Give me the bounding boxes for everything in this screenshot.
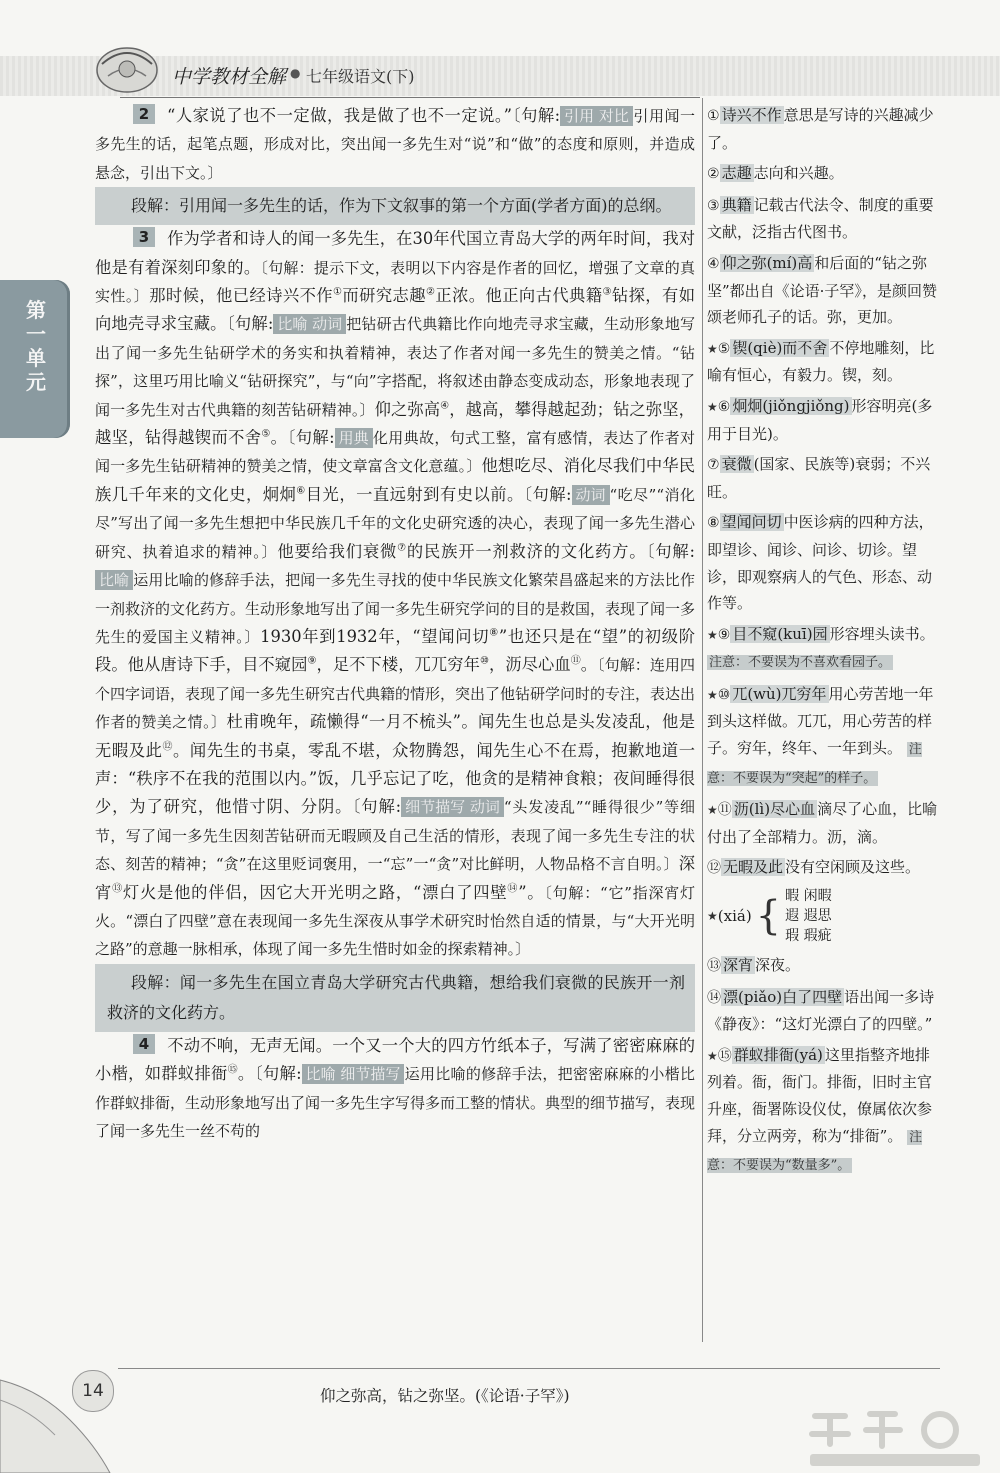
body-text: 。〔句解: [270,428,335,448]
annotation-item [707,952,943,980]
star-icon: ★ [707,1048,718,1063]
analysis-tag: 引用 对比 [560,106,633,126]
sentence-analysis: 〔句解：提示下文，表明以下内容是作者的回忆，增强了文章的真实性。〕 [95,258,695,306]
footnote-marker: ⑬ [112,883,123,895]
annotation-term: 望闻问切 [721,513,782,532]
body-text: ，越高，攀得越起劲；钻之弥坚，越坚，钻得越锲而不舍 [95,399,695,448]
annotation-term: 锲(qiè)而不舍 [732,338,828,357]
page-number: 14 [72,1370,114,1412]
annotation-number: ⑦ [707,457,720,474]
book-title: 中学教材全解 [172,66,287,88]
xia-item: 瑕 瑕疵 [785,928,832,945]
analysis-tag: 比喻 细节描写 [302,1064,405,1084]
paragraph-number: 4 [133,1034,155,1054]
footnote-marker: ③ [602,286,612,298]
footnote-marker: ② [425,286,436,298]
annotation-term: 深宵 [723,956,754,975]
footnote-marker: ⑤ [261,428,271,440]
body-text: ，沥尽心血 [488,655,571,675]
footnote-marker: ⑫ [162,741,174,753]
body-text: 不动不响，无声无闻。一个又一个大的四方竹纸本子，写满了密密麻麻的小楷，如群蚁排衙 [95,1035,695,1084]
annotation-definition: 没有空闲顾及这些。 [785,858,921,877]
annotation-definition: 这里指整齐地排列着。衙，衙门。排衙，旧时主官升座，衙署陈设仪仗，僚属依次参拜，分立两旁，称为“排衙”。 [707,1045,933,1145]
annotation-item [707,451,943,505]
annotation-definition: 不停地雕刻，比喻有恒心，有毅力。锲，刻。 [707,338,935,385]
sentence-analysis: 〔句解：“它”指深宵灯火。“漂白了四壁”意在表现闻一多先生深夜从事学术研究时怡然自适的情景，与“大开光明之路”的意趣一脉相承，体现了闻一多先生惜时如金的探索精神。〕 [95,883,696,959]
annotation-warning: 注意：不要误为“突起”的样子。 [707,742,922,786]
page-header [0,0,1000,100]
annotation-definition: 志向和兴趣。 [753,164,844,183]
body-text: 。闻先生的书桌，零乱不堪，众物腾怨，闻先生心不在焉，抱歉地道一声：“秩序不在我的范围以内。”饭，几乎忘记了吃，他贪的是精神食粮；夜间睡得很少，为了研究，他惜寸阴、分阴。〔句解: [95,740,695,817]
annotation-item [707,854,943,882]
annotation-definition: 深夜。 [755,956,801,975]
body-text: 作为学者和诗人的闻一多先生，在30年代国立青岛大学的两年时间，我对他是有着深刻印象的。 [95,229,695,277]
xia-item: 暇 闲暇 [785,888,832,905]
paragraph-number: 2 [133,104,155,124]
watermark-logo-icon [800,1404,990,1470]
footnote-marker: ④ [440,400,450,412]
annotation-term: 炯炯(jiǒngjiǒng) [732,396,850,415]
annotation-definition: 和后面的“钻之弥坚”都出自《论语·子罕》，是颜回赞颂老师孔子的话。弥，更加。 [707,253,937,327]
footnote-marker: ⑦ [397,542,407,554]
footnote-marker: ⑧ [489,627,499,639]
annotation-term: 衰微 [721,455,752,474]
xia-character-group [707,886,943,946]
body-text: ”。 [518,882,545,902]
annotation-warning: 注意：不要误为“数量多”。 [707,1129,923,1174]
annotation-item [707,509,943,616]
paragraph-summary: 段解：引用闻一多先生的话，作为下文叙事的第一个方面(学者方面)的总纲。 [95,187,695,225]
annotation-term: 兀(wù)兀穷年 [732,684,827,703]
xia-label: (xiá) [717,906,752,925]
annotation-item [707,393,943,447]
annotation-number: ⑮ [717,1047,732,1064]
body-text: 他想吃尽、消化尽我们中华民族几千年来的文化史，炯炯 [95,456,695,504]
annotation-number: ④ [707,255,720,272]
book-emblem-icon [88,36,166,98]
paragraph-number: 3 [133,227,155,247]
body-text: 杜甫晚年，疏懒得“一月不梳头”。闻先生也总是头发凌乱，他是无暇及此 [95,712,695,760]
annotation-number: ⑧ [707,515,720,532]
footnote-marker: ① [333,286,343,298]
annotation-item [707,681,943,792]
column-divider [702,98,703,1342]
body-text: 。〔句解: [237,1064,302,1084]
paragraph-summary: 段解：闻一多先生在国立青岛大学研究古代典籍，想给我们衰微的民族开一剂救济的文化药方。 [95,964,695,1032]
body-text: ，足不下楼，兀兀穷年 [316,655,480,675]
annotation-term: 漂(piǎo)白了四壁 [723,987,843,1006]
body-text: 灯火是他的伴侣，因它大开光明之路，“漂白了四壁 [122,882,508,902]
book-subtitle: 七年级语文(下) [306,67,415,86]
unit-label: 第一单元 [26,298,46,394]
analysis-tag: 比喻 动词 [273,314,346,334]
annotation-item [707,102,943,156]
analysis-tag: 用典 [335,428,373,448]
annotation-item [707,250,943,331]
star-icon: ★ [707,908,718,923]
analysis-tag: 动词 [572,485,610,505]
sentence-analysis: 运用比喻的修辞手法，把闻一多先生寻找的使中华民族文化繁荣昌盛起来的方法比作一剂救济的文化药方。生动形象地写出了闻一多先生研究学问的目的是救国，表现了闻一多先生的爱国主义精神。〕 [95,571,696,646]
body-text: 而研究志趣 [342,286,426,306]
footer-quote: 仰之弥高，钻之弥坚。(《论语·子罕》) [320,1387,570,1405]
xia-item: 遐 遐思 [785,908,832,925]
annotation-number: ① [707,108,720,124]
annotation-item [707,335,943,389]
paragraph [95,102,695,187]
annotation-term: 群蚁排衙(yá) [733,1045,823,1064]
annotation-definition: 语出闻一多诗《静夜》：“这灯光漂白了的四壁。” [707,987,935,1034]
star-icon: ★ [707,687,718,702]
annotation-number: ⑪ [717,802,732,819]
sentence-analysis: 把钻研古代典籍比作向地壳寻求宝藏，生动形象地写出了闻一多先生钻研学术的务实和执着精神，表达了作者对闻一多先生的赞美之情。“钻探”，这里巧用比喻义“钻研探究”，与“向”字搭配，将叙述由静态变成动态，形象地表现了闻一多先生对古代典籍的刻苦钻研精神。〕 [95,315,695,419]
body-text: 目光，一直远射到有史以前。〔句解: [305,484,572,504]
star-icon: ★ [707,627,718,642]
body-text: 钻探，有如向地壳寻求宝藏。〔句解: [95,286,695,334]
annotation-definition: 滴尽了心血，比喻付出了全部精力。沥，滴。 [707,800,938,846]
body-text: 仰之弥高 [374,399,441,419]
footnote-marker: ⑭ [507,883,519,895]
annotation-number: ③ [707,197,720,214]
annotation-term: 仰之弥(mí)高 [721,253,813,272]
annotation-definition: 形容明亮(多用于目光)。 [707,396,933,443]
footnote-marker: ⑮ [227,1064,238,1076]
sentence-analysis: 引用闻一多先生的话，起笔点题，形成对比，突出闻一多先生对“说”和“做”的态度和原则，并造成悬念，引出下文。〕 [95,107,695,182]
annotation-number: ⑭ [707,989,721,1006]
annotation-number: ⑬ [707,958,721,975]
footnote-marker: ⑩ [479,655,489,667]
sentence-analysis: 〔句解：连用四个四字词语，表现了闻一多先生研究古代典籍的情形，突出了他钻研学问时的专注，表达出作者的赞美之情。〕 [95,656,696,732]
body-text: 那时候，他已经诗兴不作 [149,286,334,306]
annotation-definition: 用心劳苦地一年到头这样做。兀兀，用心劳苦的样子。穷年，终年、一年到头。 [707,684,934,758]
footer-rule [118,1368,940,1369]
star-icon: ★ [707,803,718,818]
annotation-definition: 意思是写诗的兴趣减少了。 [707,106,934,152]
star-icon: ★ [707,341,718,356]
sentence-analysis: 运用比喻的修辞手法，把密密麻麻的小楷比作群蚁排衙，生动形象地写出了闻一多先生字写得多而工整的情状。典型的细节描写，表现了闻一多先生一丝不苟的 [95,1065,696,1140]
sentence-analysis: “头发凌乱”“睡得很少”等细节，写了闻一多先生因刻苦钻研而无暇顾及自己生活的情形，表现了闻一多先生专注的状态、刻苦的精神；“贪”在这里贬词褒用，一“忘”一“贪”对比鲜明，人物品格不言自明。〕 [95,798,696,874]
annotation-definition: 形容埋头读书。 [829,624,935,643]
body-text: 的民族开一剂救济的文化药方。〔句解: [406,541,696,561]
body-text: 。 [580,655,598,675]
annotation-number: ⑫ [707,860,721,877]
footnote-marker: ⑨ [307,655,317,667]
body-text: 深宵 [95,854,695,902]
annotation-item [707,984,943,1038]
annotation-warning: 注意：不要误为不喜欢看园子。 [709,655,892,671]
body-text: ”也还只是在“望”的初级阶段。他从唐诗下手，目不窥园 [95,626,695,675]
annotation-number: ② [707,166,720,183]
annotation-item [707,192,943,246]
header-rule [120,97,700,98]
annotation-term: 志趣 [721,164,752,183]
annotation-column [707,102,943,1184]
annotation-definition: 记载古代法令、制度的重要文献，泛指古代图书。 [707,195,934,242]
sentence-analysis: 化用典故，句式工整，富有感情，表达了作者对闻一多先生钻研精神的赞美之情，使文章富含文化意蕴。〕 [95,429,695,476]
xia-list [785,886,831,946]
footnote-marker: ⑥ [296,485,306,497]
sentence-analysis: “吃尽”“消化尽”写出了闻一多先生想把中华民族几千年的文化史研究透的决心，表现了闻一多先生潜心研究、执着追求的精神。〕 [95,485,695,561]
annotation-number: ⑤ [717,340,731,357]
footnote-marker: ⑪ [570,655,581,667]
annotation-term: 诗兴不作 [721,106,782,124]
analysis-tag: 比喻 [95,570,133,590]
analysis-tag: 细节描写 动词 [401,797,504,817]
annotation-number: ⑥ [717,398,731,415]
annotation-item [707,796,943,850]
annotation-item [707,160,943,188]
body-text: 1930年到1932年，“望闻问切 [260,626,490,646]
brace-icon: { [755,893,782,940]
body-text: 正浓。他正向古代典籍 [435,286,603,306]
annotation-term: 典籍 [721,195,752,214]
header-separator: ● [290,66,301,80]
paragraph [95,225,695,964]
body-text: “人家说了也不一定做，我是做了也不一定说。”〔句解: [167,106,561,125]
annotation-number: ⑩ [717,686,731,703]
annotation-term: 目不窥(kuī)园 [732,624,828,643]
paragraph [95,1032,695,1146]
annotation-item [707,621,943,677]
star-icon: ★ [707,399,718,414]
annotation-item [707,1042,943,1180]
body-text: 他要给我们衰微 [277,541,398,561]
annotation-term: 沥(lì)尽心血 [733,800,816,819]
annotation-definition: 中医诊病的四种方法，即望诊、闻诊、问诊、切诊。望诊，即观察病人的气色、形态、动作等。 [707,513,934,613]
main-text-column [95,102,695,1145]
annotation-definition: (国家、民族等)衰弱；不兴旺。 [707,455,931,501]
annotation-term: 无暇及此 [723,858,784,877]
annotation-number: ⑨ [717,626,731,643]
